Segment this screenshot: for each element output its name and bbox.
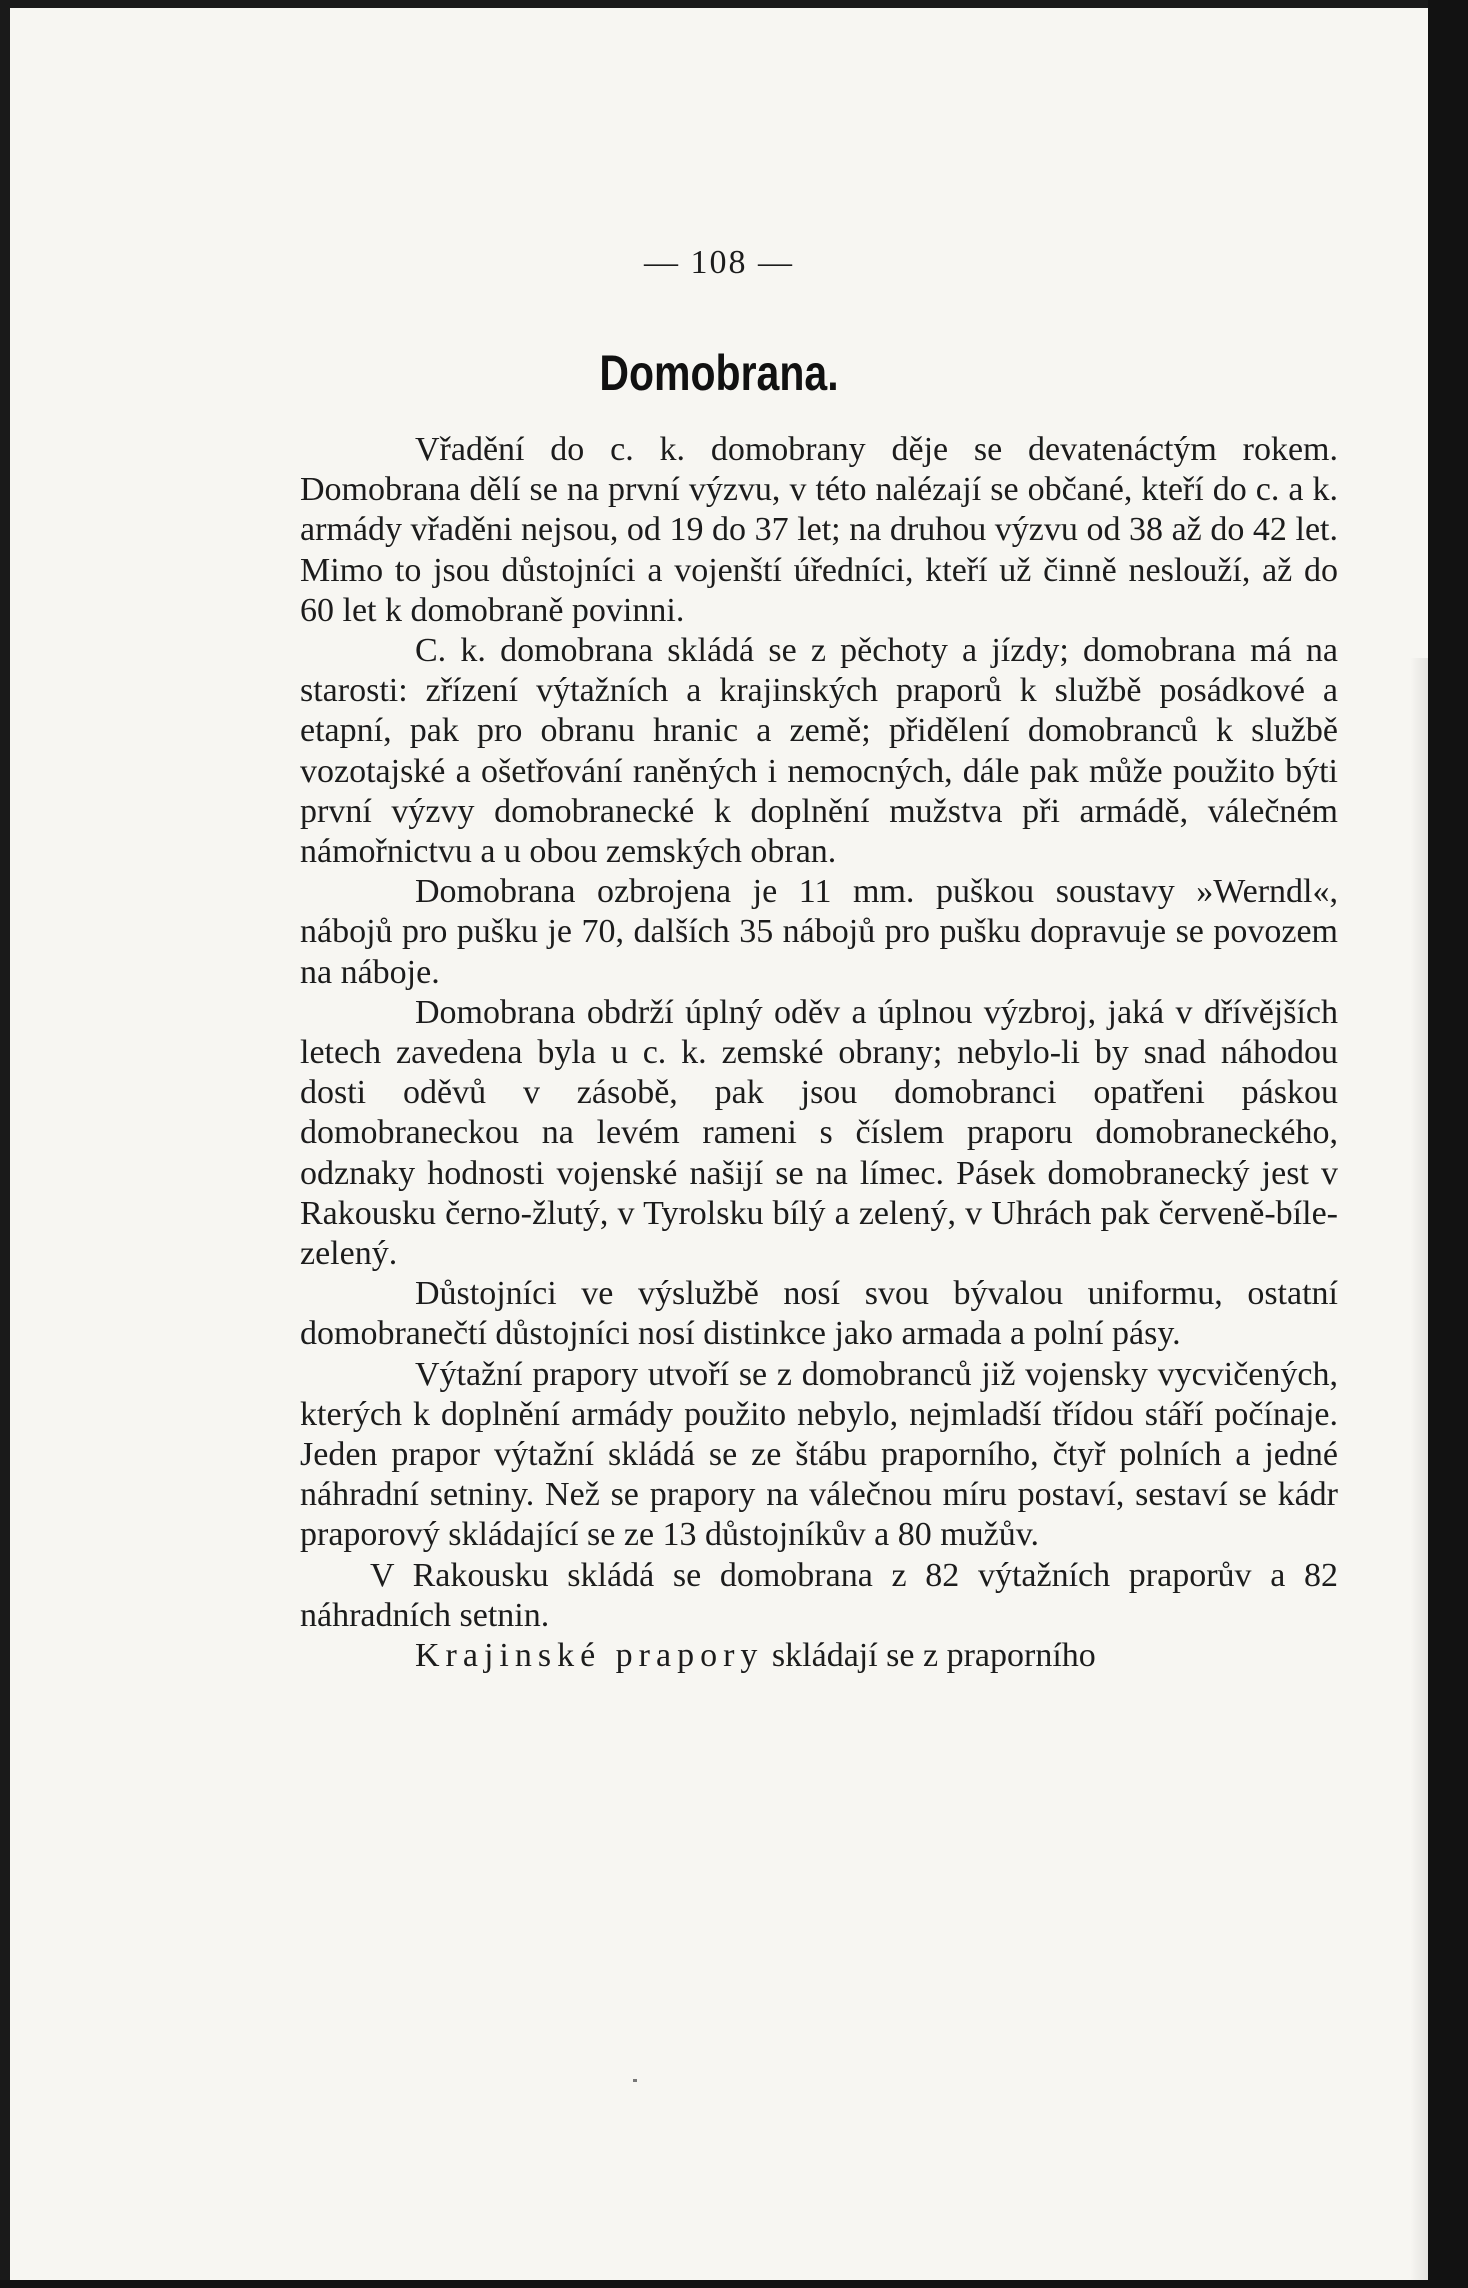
paragraph-6: Výtažní prapory utvoří se z domobranců již vojensky vycvičených, kterých k doplnění armády použito nebylo, nejmladší třídou stáří počínaje. Jeden prapor výtažní skládá se ze štábu praporního, čtyř polních a jedné náhradní setniny. Než se prapory na válečnou míru postaví, sestaví se kádr praporový skládající se ze 13 důstojníkův a 80 mužův.: [300, 1355, 1338, 1554]
spaced-lead-text: Krajinské prapory: [415, 1637, 764, 1675]
page-number: — 108 —: [644, 244, 794, 281]
paragraph-4: Domobrana obdrží úplný oděv a úplnou výzbroj, jaká v dřívějších letech zavedena byla u c. k. zemské obrany; nebylo-li by snad náhodou dosti oděvů v zásobě, pak jsou domobranci opatřeni páskou domobraneckou na levém rameni s číslem praporu domobraneckého, odznaky hodnosti vojenské našijí se na límec. Pásek domobranecký jest v Rakousku černo-žlutý, v Tyrolsku bílý a zelený, v Uhrách pak červeně-bíle-zelený.: [300, 993, 1338, 1273]
scan-edge-bottom: [0, 2280, 1468, 2288]
scan-edge-right: [1428, 0, 1468, 2288]
paragraph-8: [300, 1636, 1338, 1676]
paragraph-2: C. k. domobrana skládá se z pěchoty a jízdy; domobrana má na starosti: zřízení výtažních a krajinských praporů k službě posádkové a etapní, pak pro obranu hranic a země; přidělení domobranců k službě vozotajské a ošetřování raněných i nemocných, dále pak může použito býti první výzvy domobranecké k doplnění mužstva při armádě, válečném námořnictvu a u obou zemských obran.: [300, 632, 1338, 871]
page-shadow: [1410, 658, 1428, 2280]
book-page: [10, 8, 1428, 2280]
print-speck: [633, 2079, 637, 2082]
paragraph-7: V Rakousku skládá se domobrana z 82 výtažních praporův a 82 náhradních setnin.: [300, 1556, 1338, 1634]
page-title: Domobrana.: [599, 345, 839, 401]
paragraph-3: Domobrana ozbrojena je 11 mm. puškou soustavy »Werndl«, nábojů pro pušku je 70, dalších 35 nábojů pro pušku dopravuje se povozem na náboje.: [300, 873, 1338, 991]
paragraph-5: Důstojníci ve výslužbě nosí svou bývalou uniformu, ostatní domobranečtí důstojníci nosí distinkce jako armada a polní pásy.: [300, 1275, 1338, 1353]
paragraph-1: Vřadění do c. k. domobrany děje se devatenáctým rokem. Domobrana dělí se na první výzvu, v této nalézají se občané, kteří do c. a k. armády vřaděni nejsou, od 19 do 37 let; na druhou výzvu od 38 až do 42 let. Mimo to jsou důstojníci a vojenští úředníci, kteří už činně neslouží, až do 60 let k domobraně povinni.: [300, 431, 1338, 629]
body-text: [300, 430, 1338, 1676]
paragraph-8-text: skládají se z praporního: [763, 1637, 1096, 1675]
